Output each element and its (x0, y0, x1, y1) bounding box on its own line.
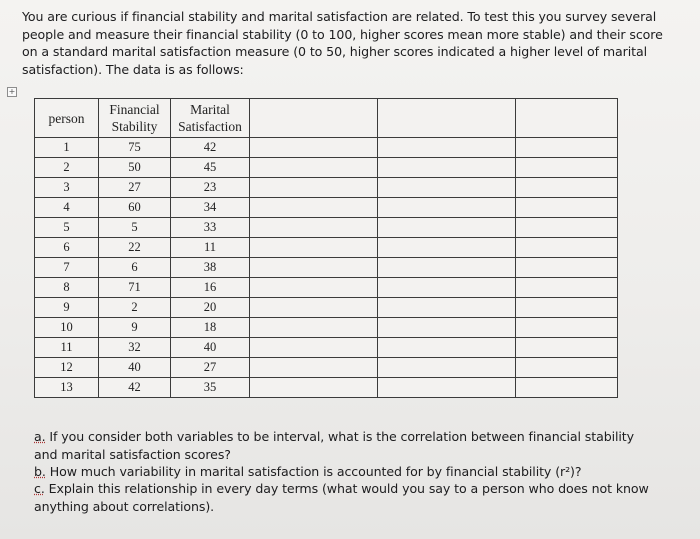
cell-marital-satisfaction: 45 (171, 158, 250, 178)
data-table (34, 98, 618, 398)
cell-person: 5 (35, 218, 99, 238)
cell-marital-satisfaction: 38 (171, 258, 250, 278)
empty-cell (378, 238, 516, 258)
cell-marital-satisfaction: 23 (171, 178, 250, 198)
cell-person: 4 (35, 198, 99, 218)
empty-cell (250, 278, 378, 298)
empty-cell (250, 158, 378, 178)
empty-cell (378, 278, 516, 298)
header-financial-line1: Financial (109, 102, 160, 117)
table-row (35, 238, 618, 258)
cell-financial-stability: 71 (99, 278, 171, 298)
empty-cell (378, 338, 516, 358)
header-financial-line2: Stability (111, 119, 158, 134)
cell-financial-stability: 6 (99, 258, 171, 278)
empty-cell (516, 358, 618, 378)
question-a-text: If you consider both variables to be interval, what is the correlation between financial stability and marital satisfaction scores? (34, 429, 634, 462)
empty-cell (250, 338, 378, 358)
problem-intro: You are curious if financial stability and marital satisfaction are related. To test this you survey several people and measure their financial stability (0 to 100, higher scores mean more stable) and their score on a standard marital satisfaction measure (0 to 50, higher scores indicated a higher level of marital satisfaction). The data is as follows: (22, 9, 663, 77)
cell-marital-satisfaction: 27 (171, 358, 250, 378)
table-row (35, 178, 618, 198)
cell-financial-stability: 32 (99, 338, 171, 358)
cell-financial-stability: 5 (99, 218, 171, 238)
table-row (35, 338, 618, 358)
cell-person: 13 (35, 378, 99, 398)
empty-cell (378, 298, 516, 318)
cell-marital-satisfaction: 34 (171, 198, 250, 218)
empty-cell (250, 378, 378, 398)
cell-financial-stability: 50 (99, 158, 171, 178)
empty-cell (250, 298, 378, 318)
question-a (34, 428, 654, 463)
cell-person: 9 (35, 298, 99, 318)
cell-marital-satisfaction: 18 (171, 318, 250, 338)
empty-cell (516, 218, 618, 238)
question-b-marker: b. (34, 464, 46, 479)
cell-marital-satisfaction: 35 (171, 378, 250, 398)
empty-cell (516, 138, 618, 158)
cell-person: 1 (35, 138, 99, 158)
header-marital-line2: Satisfaction (178, 119, 242, 134)
empty-cell (516, 99, 618, 138)
empty-cell (378, 158, 516, 178)
empty-cell (378, 318, 516, 338)
cell-financial-stability: 42 (99, 378, 171, 398)
header-marital-line1: Marital (190, 102, 230, 117)
table-row (35, 278, 618, 298)
cell-person: 11 (35, 338, 99, 358)
cell-person: 10 (35, 318, 99, 338)
cell-person: 12 (35, 358, 99, 378)
empty-cell (516, 298, 618, 318)
cell-marital-satisfaction: 40 (171, 338, 250, 358)
question-a-marker: a. (34, 429, 46, 444)
cell-financial-stability: 27 (99, 178, 171, 198)
empty-cell (378, 178, 516, 198)
empty-cell (378, 258, 516, 278)
table-row (35, 258, 618, 278)
empty-cell (250, 138, 378, 158)
empty-cell (516, 278, 618, 298)
empty-cell (516, 318, 618, 338)
empty-cell (516, 198, 618, 218)
cell-person: 6 (35, 238, 99, 258)
empty-cell (250, 358, 378, 378)
empty-cell (250, 238, 378, 258)
cell-marital-satisfaction: 16 (171, 278, 250, 298)
empty-cell (378, 218, 516, 238)
cell-marital-satisfaction: 11 (171, 238, 250, 258)
cell-marital-satisfaction: 33 (171, 218, 250, 238)
empty-cell (516, 238, 618, 258)
question-b (34, 463, 654, 481)
cell-marital-satisfaction: 20 (171, 298, 250, 318)
empty-cell (516, 258, 618, 278)
empty-cell (250, 318, 378, 338)
cell-person: 3 (35, 178, 99, 198)
header-financial-stability (99, 99, 171, 138)
cell-financial-stability: 9 (99, 318, 171, 338)
empty-cell (378, 198, 516, 218)
table-row (35, 138, 618, 158)
empty-cell (378, 99, 516, 138)
question-b-text: How much variability in marital satisfaction is accounted for by financial stability (r²)? (45, 464, 582, 479)
empty-cell (516, 178, 618, 198)
cell-person: 2 (35, 158, 99, 178)
table-row (35, 218, 618, 238)
table-row (35, 158, 618, 178)
empty-cell (378, 358, 516, 378)
empty-cell (250, 178, 378, 198)
empty-cell (250, 258, 378, 278)
empty-cell (250, 99, 378, 138)
cell-financial-stability: 60 (99, 198, 171, 218)
header-person: person (35, 99, 99, 138)
empty-cell (378, 378, 516, 398)
question-c-marker: c. (34, 481, 45, 496)
empty-cell (516, 378, 618, 398)
cell-financial-stability: 75 (99, 138, 171, 158)
empty-cell (516, 158, 618, 178)
cell-person: 8 (35, 278, 99, 298)
table-row (35, 298, 618, 318)
cell-person: 7 (35, 258, 99, 278)
table-row (35, 378, 618, 398)
empty-cell (250, 198, 378, 218)
cell-financial-stability: 2 (99, 298, 171, 318)
question-c-text: Explain this relationship in every day terms (what would you say to a person who does not know anything about correlations). (34, 481, 649, 514)
header-marital-satisfaction (171, 99, 250, 138)
cell-financial-stability: 22 (99, 238, 171, 258)
question-c (34, 480, 654, 515)
cell-financial-stability: 40 (99, 358, 171, 378)
empty-cell (250, 218, 378, 238)
empty-cell (378, 138, 516, 158)
table-row (35, 318, 618, 338)
table-row (35, 358, 618, 378)
cell-marital-satisfaction: 42 (171, 138, 250, 158)
table-move-handle-icon[interactable]: + (8, 87, 16, 96)
table-header-row (35, 99, 618, 138)
empty-cell (516, 338, 618, 358)
table-row (35, 198, 618, 218)
